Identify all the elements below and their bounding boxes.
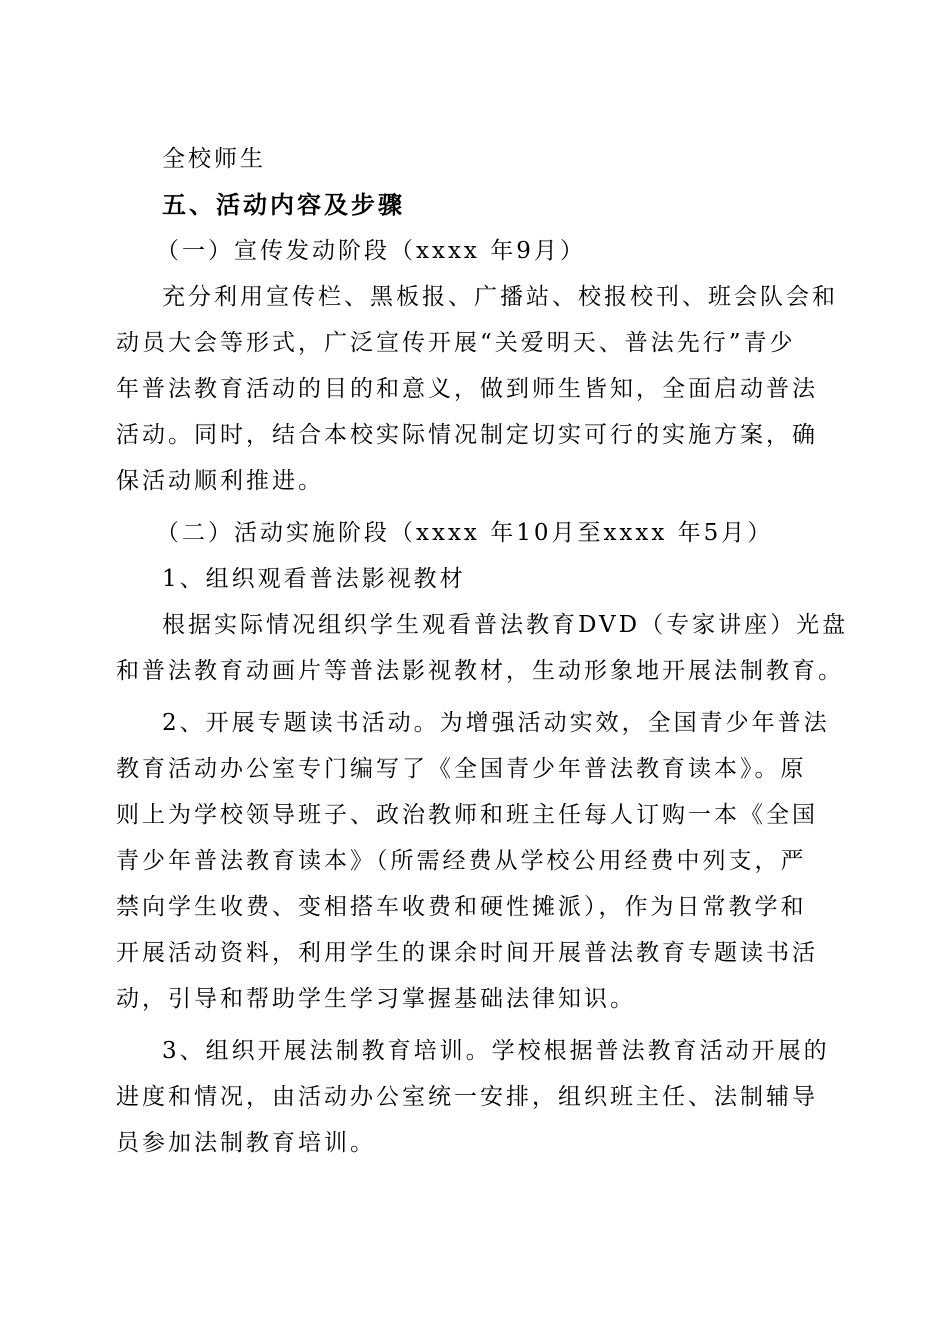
item-3-paragraph bbox=[116, 1028, 828, 1166]
paragraph-line: 2、开展专题读书活动。为增强活动实效，全国青少年普法 bbox=[162, 710, 830, 736]
section-5-title: 五、活动内容及步骤 bbox=[162, 191, 405, 219]
paragraph-line: 青少年普法教育读本》（所需经费从学校公用经费中列支，严 bbox=[116, 848, 807, 874]
intro-line: 全校师生 bbox=[162, 146, 266, 172]
stage-1-title: （一）宣传发动阶段（xxxx 年9月） bbox=[156, 238, 586, 264]
item-1-title: 1、组织观看普法影视教材 bbox=[162, 566, 466, 592]
paragraph-line: 和普法教育动画片等普法影视教材，生动形象地开展法制教育。 bbox=[116, 658, 844, 684]
stage-1-paragraph bbox=[116, 274, 838, 504]
paragraph-line: 进度和情况，由活动办公室统一安排，组织班主任、法制辅导 bbox=[116, 1084, 818, 1110]
document-page bbox=[116, 136, 849, 1166]
paragraph-line: 3、组织开展法制教育培训。学校根据普法教育活动开展的 bbox=[162, 1038, 830, 1064]
paragraph-line: 保活动顺利推进。 bbox=[116, 468, 324, 494]
item-1-paragraph bbox=[116, 602, 849, 694]
paragraph-line: 动，引导和帮助学生学习掌握基础法律知识。 bbox=[116, 986, 636, 1012]
paragraph-line: 年普法教育活动的目的和意义，做到师生皆知，全面启动普法 bbox=[116, 376, 818, 402]
paragraph-line: 则上为学校领导班子、政治教师和班主任每人订购一本《全国 bbox=[116, 802, 818, 828]
paragraph-line: 活动。同时，结合本校实际情况制定切实可行的实施方案，确 bbox=[116, 422, 818, 448]
paragraph-line: 充分利用宣传栏、黑板报、广播站、校报校刊、班会队会和 bbox=[162, 284, 838, 310]
paragraph-line: 教育活动办公室专门编写了《全国青少年普法教育读本》。原 bbox=[116, 756, 807, 782]
paragraph-line: 动员大会等形式，广泛宣传开展“关爱明天、普法先行”青少 bbox=[116, 330, 796, 356]
item-2-paragraph bbox=[116, 700, 828, 1022]
paragraph-line: 开展活动资料，利用学生的课余时间开展普法教育专题读书活 bbox=[116, 940, 818, 966]
stage-2-title: （二）活动实施阶段（xxxx 年10月至xxxx 年5月） bbox=[156, 520, 774, 546]
paragraph-line: 根据实际情况组织学生观看普法教育DVD（专家讲座）光盘 bbox=[162, 612, 849, 638]
paragraph-line: 员参加法制教育培训。 bbox=[116, 1130, 376, 1156]
paragraph-line: 禁向学生收费、变相搭车收费和硬性摊派），作为日常教学和 bbox=[116, 894, 807, 920]
